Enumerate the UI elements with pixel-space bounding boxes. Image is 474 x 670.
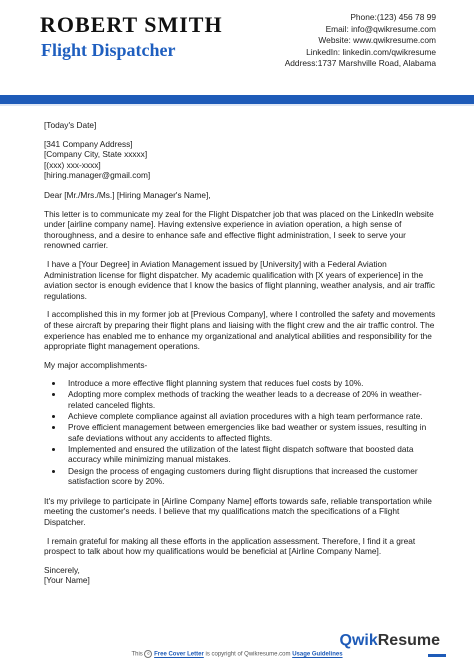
list-item: • Achieve complete compliance against all aviation procedures with a high team performance rate. xyxy=(64,411,440,422)
closing-paragraph: I remain grateful for making all these efforts in the application assessment. Therefore, I find it a great prospect to talk about how my qualifications would be beneficial at [Airline Company Name]. xyxy=(44,535,416,557)
footer xyxy=(0,650,474,658)
contact-linkedin[interactable]: LinkedIn: linkedin.com/qwikresume xyxy=(306,46,436,57)
job-title: Flight Dispatcher xyxy=(41,40,176,60)
letter-body xyxy=(44,120,440,586)
contact-block xyxy=(276,12,436,70)
list-item: • Implemented and ensured the utilization of the latest flight dispatch software that boosted data accuracy while minimizing manual mistakes. xyxy=(64,444,440,465)
qwikresume-logo[interactable] xyxy=(340,632,440,650)
address-line: [(xxx) xxx-xxxx] xyxy=(44,159,101,170)
list-item: • Prove efficient management between emergencies like bad weather or system issues, resulting in safe deviations without any accidents to affected flights. xyxy=(64,422,440,443)
address-line: [341 Company Address] xyxy=(44,138,133,149)
recipient-address xyxy=(44,139,440,181)
list-item: • Introduce a more effective flight planning system that reduces fuel costs by 10%. xyxy=(64,378,440,389)
body-paragraph: I have a [Your Degree] in Aviation Management issued by [University] with a Federal Aviation Administration license for flight dispatcher. My academic qualification with [X years of experience] in the aviation sector is enough evidence that I know the basics of flight planning, weather analysis, and air traffic regulations. xyxy=(44,258,435,301)
applicant-name: ROBERT SMITH xyxy=(40,12,223,37)
body-paragraph: I accomplished this in my former job at [Previous Company], where I controlled the safety and movements of these aircraft by preparing their flight plans and liaising with the flight crew and the air traffic control. The experience has enabled me to enhance my organizational and analytical abilities and responsibility for the appropriate flight management operations. xyxy=(44,309,436,352)
body-paragraph: This letter is to communicate my zeal for the Flight Dispatcher job that was placed on the LinkedIn website under [airline company name]. Having extensive experience in aviation operation, a high sense of thoroughness, and a desire to enhance safe and effective flight administration, I seek to serve your renowned carrier. xyxy=(44,208,434,251)
footer-middle: is copyright of Qwikresume.com xyxy=(205,651,291,658)
copyright-icon: © xyxy=(144,650,152,658)
closing-paragraph: It's my privilege to participate in [Airline Company Name] efforts towards safe, reliable transportation while meeting the customer's needs. I believe that my qualifications match the specifications of a Flight Dispatcher. xyxy=(44,495,432,527)
header-divider-shadow xyxy=(0,104,474,106)
footer-prefix: This xyxy=(131,651,143,658)
sign-off: Sincerely, xyxy=(44,564,80,575)
contact-email[interactable]: Email: info@qwikresume.com xyxy=(325,23,436,34)
letter-date: [Today's Date] xyxy=(44,120,97,130)
list-item: • Design the process of engaging customers during flight disruptions that increased the customer satisfaction score by 20%. xyxy=(64,466,440,487)
contact-address: Address:1737 Marshville Road, Alabama xyxy=(284,58,436,68)
accomplishments-intro: My major accomplishments- xyxy=(44,359,148,370)
contact-website[interactable]: Website: www.qwikresume.com xyxy=(318,35,436,45)
address-line: [Company City, State xxxxx] xyxy=(44,149,148,160)
list-item: • Adopting more complex methods of tracking the weather leads to a decrease of 20% in weather-related canceled flights. xyxy=(64,389,440,410)
free-cover-letter-link[interactable]: Free Cover Letter xyxy=(154,651,204,658)
usage-guidelines-link[interactable]: Usage Guidelines xyxy=(292,651,343,658)
accomplishments-list xyxy=(44,378,440,486)
salutation: Dear [Mr./Mrs./Ms.] [Hiring Manager's Name], xyxy=(44,189,211,200)
logo-part-qwik: Qwik xyxy=(339,632,378,649)
contact-phone: Phone:(123) 456 78 99 xyxy=(350,12,436,22)
logo-part-resume: Resume xyxy=(377,632,440,649)
signature: [Your Name] xyxy=(44,575,90,586)
logo-underline xyxy=(428,654,446,657)
address-line: [hiring.manager@gmail.com] xyxy=(44,170,151,181)
header-divider-band xyxy=(0,95,474,104)
